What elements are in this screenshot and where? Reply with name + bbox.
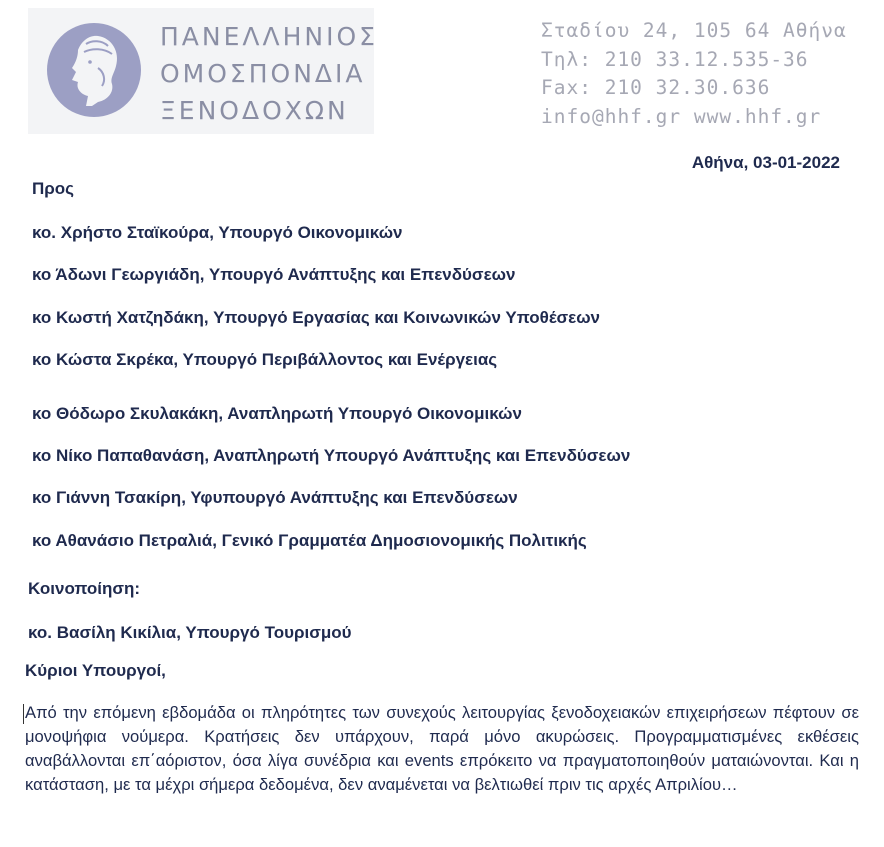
body-paragraph[interactable]: Από την επόμενη εβδομάδα οι πληρότητες των συνεχούς λειτουργίας ξενοδοχειακών επιχειρήσεων πέφτουν σε μονοψήφια νούμερα. Κρατήσεις δεν υπάρχουν, παρά μόνο ακυρώσεις. Προγραμματισμένες εκθέσεις αναβάλλονται επ΄αόριστον, όσα λίγα συνέδρια και events επρόκειτο να πραγματοποιηθούν ματαιώνονται. Και η κατάσταση, με τα μέχρι σήμερα δεδομένα, δεν αναμένεται να βελτιωθεί πριν τις αρχές Απριλίου… bbox=[25, 703, 859, 794]
recipient-line: κο. Χρήστο Σταϊκούρα, Υπουργό Οικονομικών bbox=[32, 223, 403, 242]
recipient-line: κο Θόδωρο Σκυλακάκη, Αναπληρωτή Υπουργό Οικονομικών bbox=[32, 404, 522, 423]
contact-info bbox=[541, 17, 861, 131]
recipient-line: κο Άδωνι Γεωργιάδη, Υπουργό Ανάπτυξης και Επενδύσεων bbox=[32, 265, 516, 284]
contact-web-email: info@hhf.gr www.hhf.gr bbox=[541, 104, 822, 128]
recipient-line: κο Αθανάσιο Πετραλιά, Γενικό Γραμματέα Δημοσιονομικής Πολιτικής bbox=[32, 531, 587, 550]
recipient-line: κο Κωστή Χατζηδάκη, Υπουργό Εργασίας και Κοινωνικών Υποθέσεων bbox=[32, 308, 601, 327]
profile-head-emblem-icon bbox=[46, 22, 142, 118]
contact-phone: Τηλ: 210 33.12.535-36 bbox=[541, 47, 809, 71]
organization-name bbox=[160, 18, 378, 129]
letterhead-logo bbox=[28, 8, 378, 134]
recipient-line: κο Νίκο Παπαθανάση, Αναπληρωτή Υπουργό Ανάπτυξης και Επενδύσεων bbox=[32, 446, 631, 465]
salutation: Κύριοι Υπουργοί, bbox=[25, 661, 166, 680]
org-name-line: ΠΑΝΕΛΛΗΝΙΟΣ bbox=[160, 22, 378, 51]
text-cursor bbox=[23, 704, 24, 724]
org-name-line: ΟΜΟΣΠΟΝΔΙΑ bbox=[160, 59, 366, 88]
recipient-line: κο Γιάννη Τσακίρη, Υφυπουργό Ανάπτυξης και Επενδύσεων bbox=[32, 488, 518, 507]
contact-address: Σταδίου 24, 105 64 Αθήνα bbox=[541, 19, 847, 42]
cc-recipient-line: κο. Βασίλη Κικίλια, Υπουργό Τουρισμού bbox=[28, 623, 352, 642]
letter-date: Αθήνα, 03-01-2022 bbox=[691, 153, 840, 172]
recipient-line: κο Κώστα Σκρέκα, Υπουργό Περιβάλλοντος και Ενέργειας bbox=[32, 350, 498, 369]
cc-heading: Κοινοποίηση: bbox=[28, 579, 141, 598]
contact-fax: Fax: 210 32.30.636 bbox=[541, 76, 771, 99]
org-name-line: ΞΕΝΟΔΟΧΩΝ bbox=[160, 96, 349, 125]
addressee-heading: Προς bbox=[32, 179, 75, 198]
